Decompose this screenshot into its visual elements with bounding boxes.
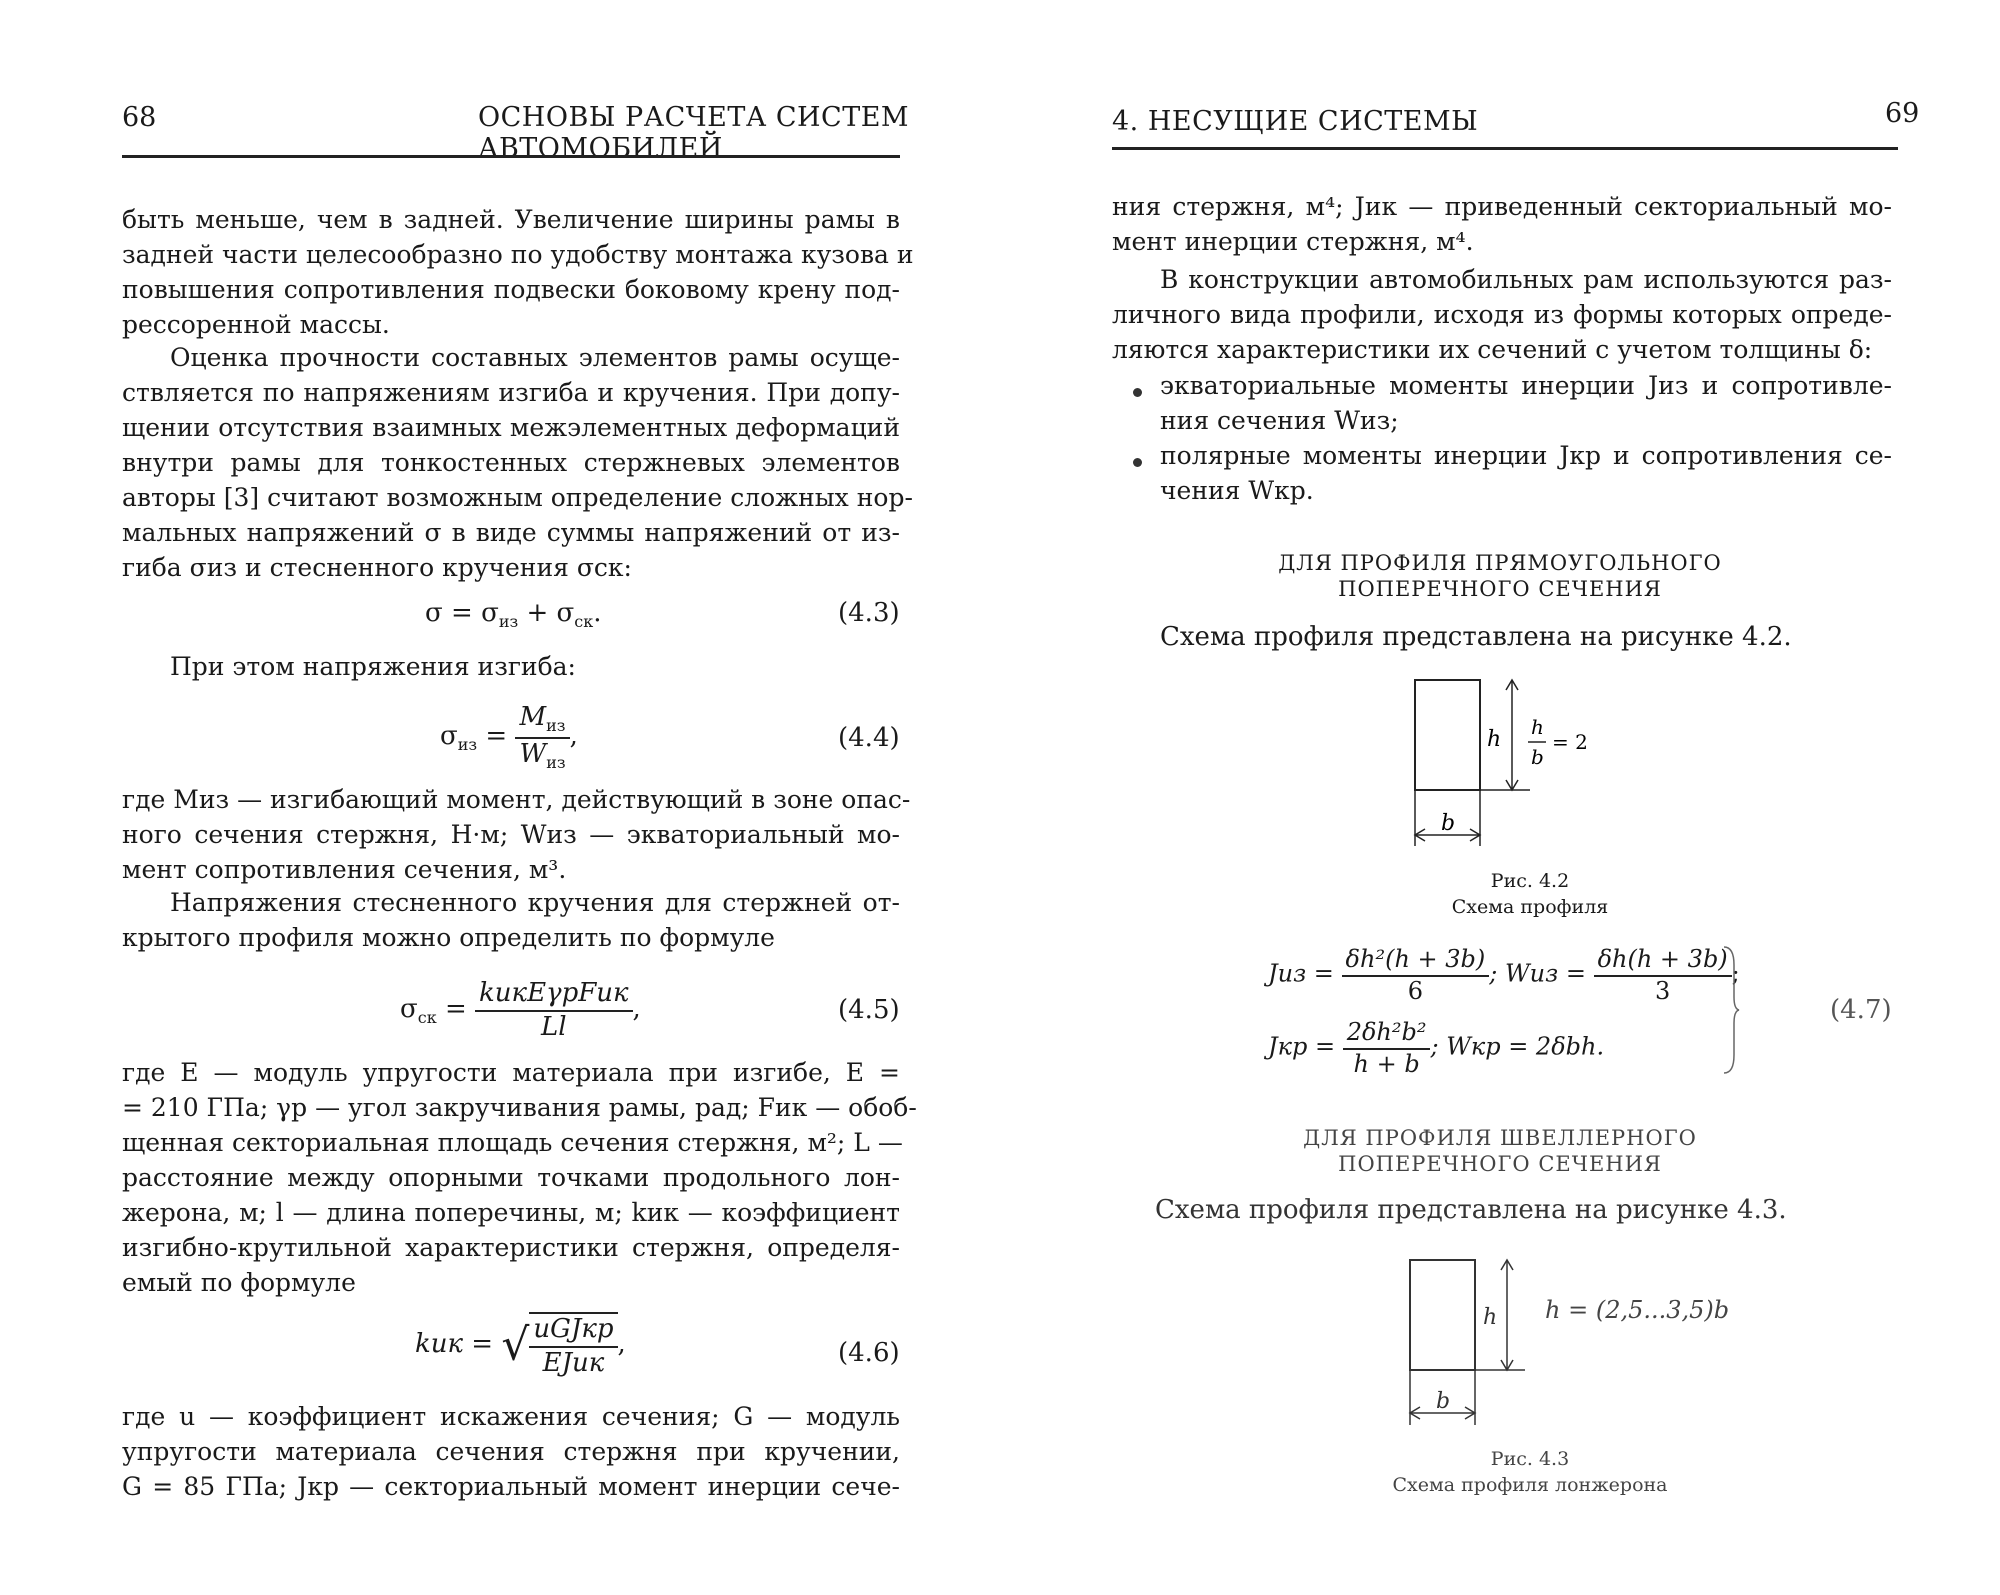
right-page: 69 4. НЕСУЩИЕ СИСТЕМЫ ния стержня, м⁴; Jик — приведенный секториальный мо- мент инерции стержня, м⁴. В конструкции автомобильных рам используются раз- личного вида профили, исходя из формы которых опреде- ляются характеристики их сечений с учетом толщины δ: экваториальные моменты инерции Jиз и сопротивле- ния сечения Wиз; полярные моменты инерции Jкр и сопротивления се- чения Wкр. ДЛЯ ПРОФИЛЯ ПРЯМОУГОЛЬНОГО ПОПЕРЕЧНОГО СЕЧЕНИЯ Схема профиля представлена на рисунке 4.2. h b h b = 2 Рис. 4.2 Схема профиля Jиз = $\frac{\text{δh²(h + 3b)}}{6}$ ; Wиз = $\frac{\delta h(h + 3b)}{3}$ ; Jкр = $\frac{\text{2δh²b²}}{h + b}$ ; Wкр = 2δbh. (4.7) ДЛЯ ПРОФИЛЯ ШВЕЛЛЕРНОГО ПОПЕРЕЧНОГО СЕЧЕНИЯ Схема профиля представлена на рисунке 4.3. h b h = (2,5...3,5)b Рис. 4.3 Схема профиля лонжерона: [1112, 98, 1920, 1496]
ratio-numerator: h: [1531, 715, 1544, 739]
equation-number: (4.6): [838, 1338, 900, 1368]
left-page: 68 ОСНОВЫ РАСЧЕТА СИСТЕМ АВТОМОБИЛЕЙ быть меньше, чем в задней. Увеличение ширины рамы в задней части целесообразно по удобству монтажа кузова и повышения сопротивления подвески боковому крену под- рессоренной массы. Оценка прочности составных элементов рамы осуще- ствляется по напряжениям изгиба и кручения. При допу- щении отсутствия взаимных межэлементных деформаций внутри рамы для тонкостенных стержневых элементов авторы [3] считают возможным определение сложных нор- мальных напряжений σ в виде суммы напряжений от из- гиба σиз и стесненного кручения σск: $\sigma = \sigma_{из} + \sigma_{ск}$. (4.3) При этом напряжения изгиба: $\sigma_{из}$ = $\frac{M_{из}}{W_{из}}$ , (4.4) где Mиз — изгибающий момент, действующий в зоне опас- ного сечения стержня, Н·м; Wиз — экваториальный мо- мент сопротивления сечения, м³. Напряжения стесненного кручения для стержней от- крытого профиля можно определить по формуле $\sigma_{ск}$ = $\frac{\text{kикEγрFик}}{Ll}$ , (4.5) где E — модуль упругости материала при изгибе, E = = 210 ГПа; γр — угол закручивания рамы, рад; Fик — обоб- щенная секториальная площадь сечения стержня, м²; L — расстояние между опорными точками продольного лон- жерона, м; l — длина поперечины, м; kик — коэффициент изгибно-крутильной характеристики стержня, определя- емый по формуле kик = √ $\frac{\text{uGJкр}}{\text{EJик}}$ , (4.6) где u — коэффициент искажения сечения; G — модуль упругости материала сечения стержня при кручении, G = 85 ГПа; Jкр — секториальный момент инерции сече-: [0, 0, 1000, 1595]
equation-number: (4.5): [838, 995, 900, 1025]
bullet-icon: [1133, 388, 1142, 397]
paragraph-3: При этом напряжения изгиба:: [170, 652, 576, 681]
scheme-reference: Схема профиля представлена на рисунке 4.3.: [1155, 1195, 1787, 1225]
running-head: 4. НЕСУЩИЕ СИСТЕМЫ: [1112, 106, 1479, 137]
height-label: h: [1483, 1305, 1498, 1330]
equation-number: (4.4): [838, 723, 900, 753]
header-rule: [1112, 147, 1898, 150]
brace: [1720, 945, 1740, 1075]
ratio-formula: h = (2,5...3,5)b: [1545, 1296, 1730, 1324]
list-item: ния сечения Wиз;: [1160, 406, 1399, 435]
width-label: b: [1436, 1389, 1451, 1414]
list-item: экваториальные моменты инерции Jиз и сопротивле-: [1160, 371, 1892, 400]
section-heading: ДЛЯ ПРОФИЛЯ ШВЕЛЛЕРНОГО ПОПЕРЕЧНОГО СЕЧЕНИЯ: [1303, 1126, 1697, 1176]
list-item: полярные моменты инерции Jкр и сопротивления се-: [1160, 441, 1892, 470]
header-rule: [122, 155, 900, 158]
equation-4-7-row2: Jкр = $\frac{\text{2δh²b²}}{h + b}$ ; Wкр = 2δbh.: [1268, 1018, 1605, 1078]
section-heading: ДЛЯ ПРОФИЛЯ ПРЯМОУГОЛЬНОГО ПОПЕРЕЧНОГО СЕЧЕНИЯ: [1278, 551, 1722, 601]
figure-caption: Рис. 4.3 Схема профиля лонжерона: [1392, 1448, 1668, 1496]
bullet-icon: [1133, 458, 1142, 467]
figure-4-2: [1400, 670, 1660, 855]
height-label: h: [1487, 727, 1502, 752]
equation-4-7-row1: Jиз = $\frac{\text{δh²(h + 3b)}}{6}$ ; Wиз = $\frac{\delta h(h + 3b)}{3}$ ;: [1268, 945, 1740, 1005]
list-item: чения Wкр.: [1160, 476, 1314, 505]
figure-caption: Рис. 4.2 Схема профиля: [1451, 870, 1609, 918]
width-label: b: [1441, 811, 1456, 836]
scheme-reference: Схема профиля представлена на рисунке 4.2.: [1160, 622, 1792, 652]
page-number: 69: [1885, 98, 1920, 129]
equation-number: (4.3): [838, 598, 900, 628]
figure-4-3: [1400, 1250, 1730, 1435]
page-number: 68: [122, 102, 157, 133]
running-head: ОСНОВЫ РАСЧЕТА СИСТЕМ АВТОМОБИЛЕЙ: [478, 102, 910, 164]
ratio-value: = 2: [1552, 730, 1588, 754]
ratio-denominator: b: [1531, 745, 1544, 769]
equation-number: (4.7): [1830, 995, 1892, 1025]
equation-4-6: kик = √ $\frac{\text{uGJкр}}{\text{EJик}}$ ,: [415, 1314, 626, 1378]
equation-4-5: $\sigma_{ск}$ = $\frac{\text{kикEγрFик}}{Ll}$ ,: [400, 978, 641, 1042]
equation-4-4: $\sigma_{из}$ = $\frac{M_{из}}{W_{из}}$ ,: [440, 702, 578, 772]
equation-4-3: $\sigma = \sigma_{из} + \sigma_{ск}$.: [425, 598, 602, 631]
